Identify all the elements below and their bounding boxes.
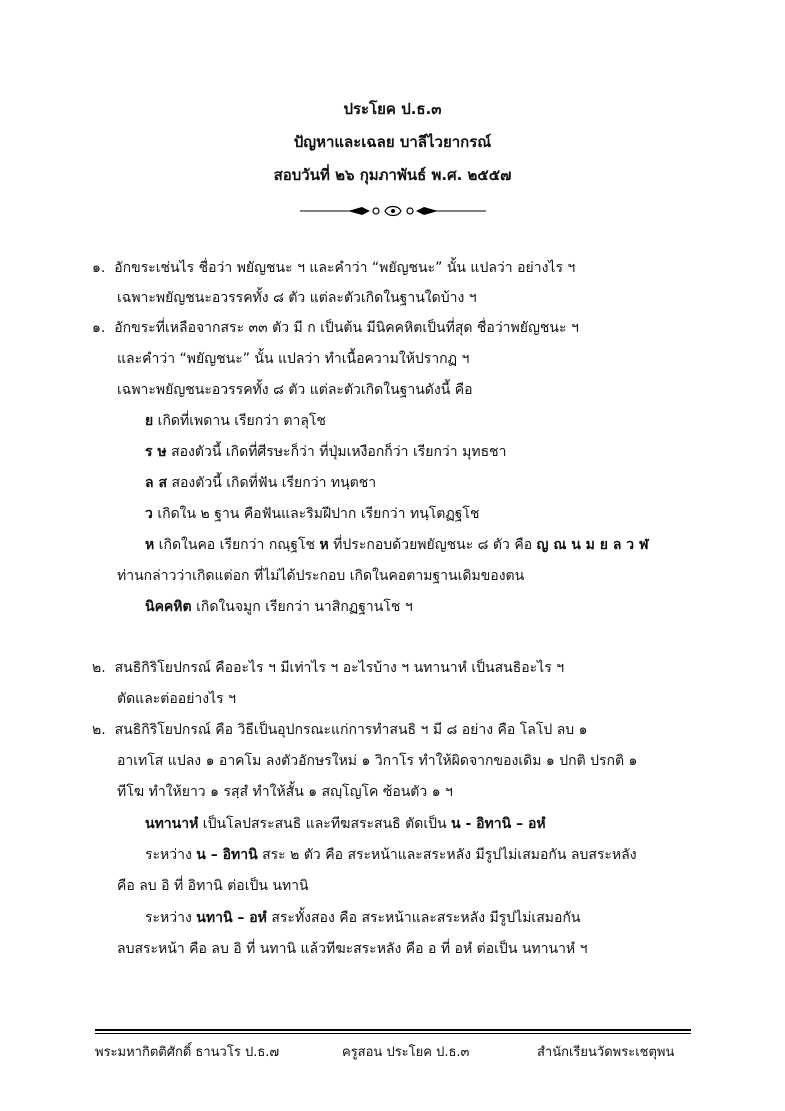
q1-answer-ha: ห เกิดในคอ เรียกว่า กณฺฐโช ห ที่ประกอบด้วยพยัญชนะ ๘ ตัว คือ ญ ณ น ม ย ล ว ฬ — [145, 537, 649, 553]
footer-role: ครูสอน ประโยค ป.ธ.๓ — [342, 1045, 470, 1060]
footer-rule-thin — [95, 1033, 691, 1034]
q2-question-line-2: ตัดและต่ออย่างไร ฯ — [117, 691, 236, 707]
footer-rule — [95, 1029, 691, 1031]
q1-answer-la-sa: ล ส สองตัวนี้ เกิดที่ฟัน เรียกว่า ทนฺตชา — [145, 475, 377, 491]
q1-answer-ra-sha: ร ษ สองตัวนี้ เกิดที่ศีรษะก็ว่า ที่ปุ่มเหงือกก็ว่า เรียกว่า มุทธชา — [145, 444, 507, 460]
footer-author: พระมหากิตติศักดิ์ ธานวโร ป.ธ.๗ — [95, 1045, 280, 1060]
title-line-3: สอบวันที่ ๒๖ กุมภาพันธ์ พ.ศ. ๒๕๕๗ — [273, 166, 512, 184]
q2-answer-between-1: ระหว่าง น – อิทานิ สระ ๒ ตัว คือ สระหน้าและสระหลัง มีรูปไม่เสมอกัน ลบสระหลัง — [145, 847, 637, 863]
q2-answer-line-2: อาเทโส แปลง ๑ อาคโม ลงตัวอักษรใหม่ ๑ วิกาโร ทำให้ผิดจากของเดิม ๑ ปกติ ปรกติ ๑ — [117, 753, 638, 769]
q1-answer-va: ว เกิดใน ๒ ฐาน คือฟันและริมฝีปาก เรียกว่า ทนฺโตฏฐโช — [145, 506, 480, 522]
q2-answer-natanaham: นทานาหํ เป็นโลปสระสนธิ และทีฆสระสนธิ ตัดเป็น น - อิทานิ – อหํ — [145, 816, 546, 832]
q1-answer-line-1: ๑. อักขระที่เหลือจากสระ ๓๓ ตัว มี ก เป็นต้น มีนิคคหิตเป็นที่สุด ชื่อว่าพยัญชนะ ฯ — [92, 320, 579, 336]
q2-answer-between-2-cont: ลบสระหน้า คือ ลบ อิ ที่ นทานิ แล้วทีฆะสระหลัง คือ อ ที่ อหํ ต่อเป็น นทานาหํ ฯ — [117, 941, 588, 957]
decorative-divider — [300, 203, 486, 219]
q2-answer-line-1: ๒. สนธิกิริโยปกรณ์ คือ วิธีเป็นอุปกรณะแก่การทำสนธิ ฯ มี ๘ อย่าง คือ โลโป ลบ ๑ — [92, 722, 588, 738]
q1-answer-ha-cont: ท่านกล่าวว่าเกิดแต่อก ที่ไม่ได้ประกอบ เกิดในคอตามฐานเดิมของตน — [117, 568, 525, 584]
q2-answer-between-1-cont: คือ ลบ อิ ที่ อิทานิ ต่อเป็น นทานิ — [117, 878, 309, 894]
q1-answer-niggahita: นิคคหิต เกิดในจมูก เรียกว่า นาสิกฏฐานโช ฯ — [145, 599, 413, 615]
q2-question-line-1: ๒. สนธิกิริโยปกรณ์ คืออะไร ฯ มีเท่าไร ฯ อะไรบ้าง ฯ นทานาหํ เป็นสนธิอะไร ฯ — [92, 660, 565, 676]
title-line-2: ปัญหาและเฉลย บาลีไวยากรณ์ — [293, 133, 492, 151]
q1-answer-line-2: และคำว่า “พยัญชนะ” นั้น แปลว่า ทำเนื้อความให้ปรากฏ ฯ — [117, 351, 470, 367]
q1-question-line-1: ๑. อักขระเช่นไร ชื่อว่า พยัญชนะ ฯ และคำว่า “พยัญชนะ” นั้น แปลว่า อย่างไร ฯ — [92, 260, 576, 276]
title-line-1: ประโยค ป.ธ.๓ — [343, 100, 442, 118]
q1-answer-line-3: เฉพาะพยัญชนะอวรรคทั้ง ๘ ตัว แต่ละตัวเกิดในฐานดังนี้ คือ — [117, 382, 473, 398]
footer-school: สำนักเรียนวัดพระเชตุพน — [537, 1045, 675, 1060]
q1-question-line-2: เฉพาะพยัญชนะอวรรคทั้ง ๘ ตัว แต่ละตัวเกิดในฐานใดบ้าง ฯ — [117, 290, 477, 306]
q1-answer-ya: ย เกิดที่เพดาน เรียกว่า ตาลุโช — [145, 413, 326, 429]
q2-answer-line-3: ทีโฆ ทำให้ยาว ๑ รสฺสํ ทำให้สั้น ๑ สญฺโญโค ซ้อนตัว ๑ ฯ — [117, 784, 453, 800]
q2-answer-between-2: ระหว่าง นทานิ – อหํ สระทั้งสอง คือ สระหน้าและสระหลัง มีรูปไม่เสมอกัน — [145, 910, 581, 926]
